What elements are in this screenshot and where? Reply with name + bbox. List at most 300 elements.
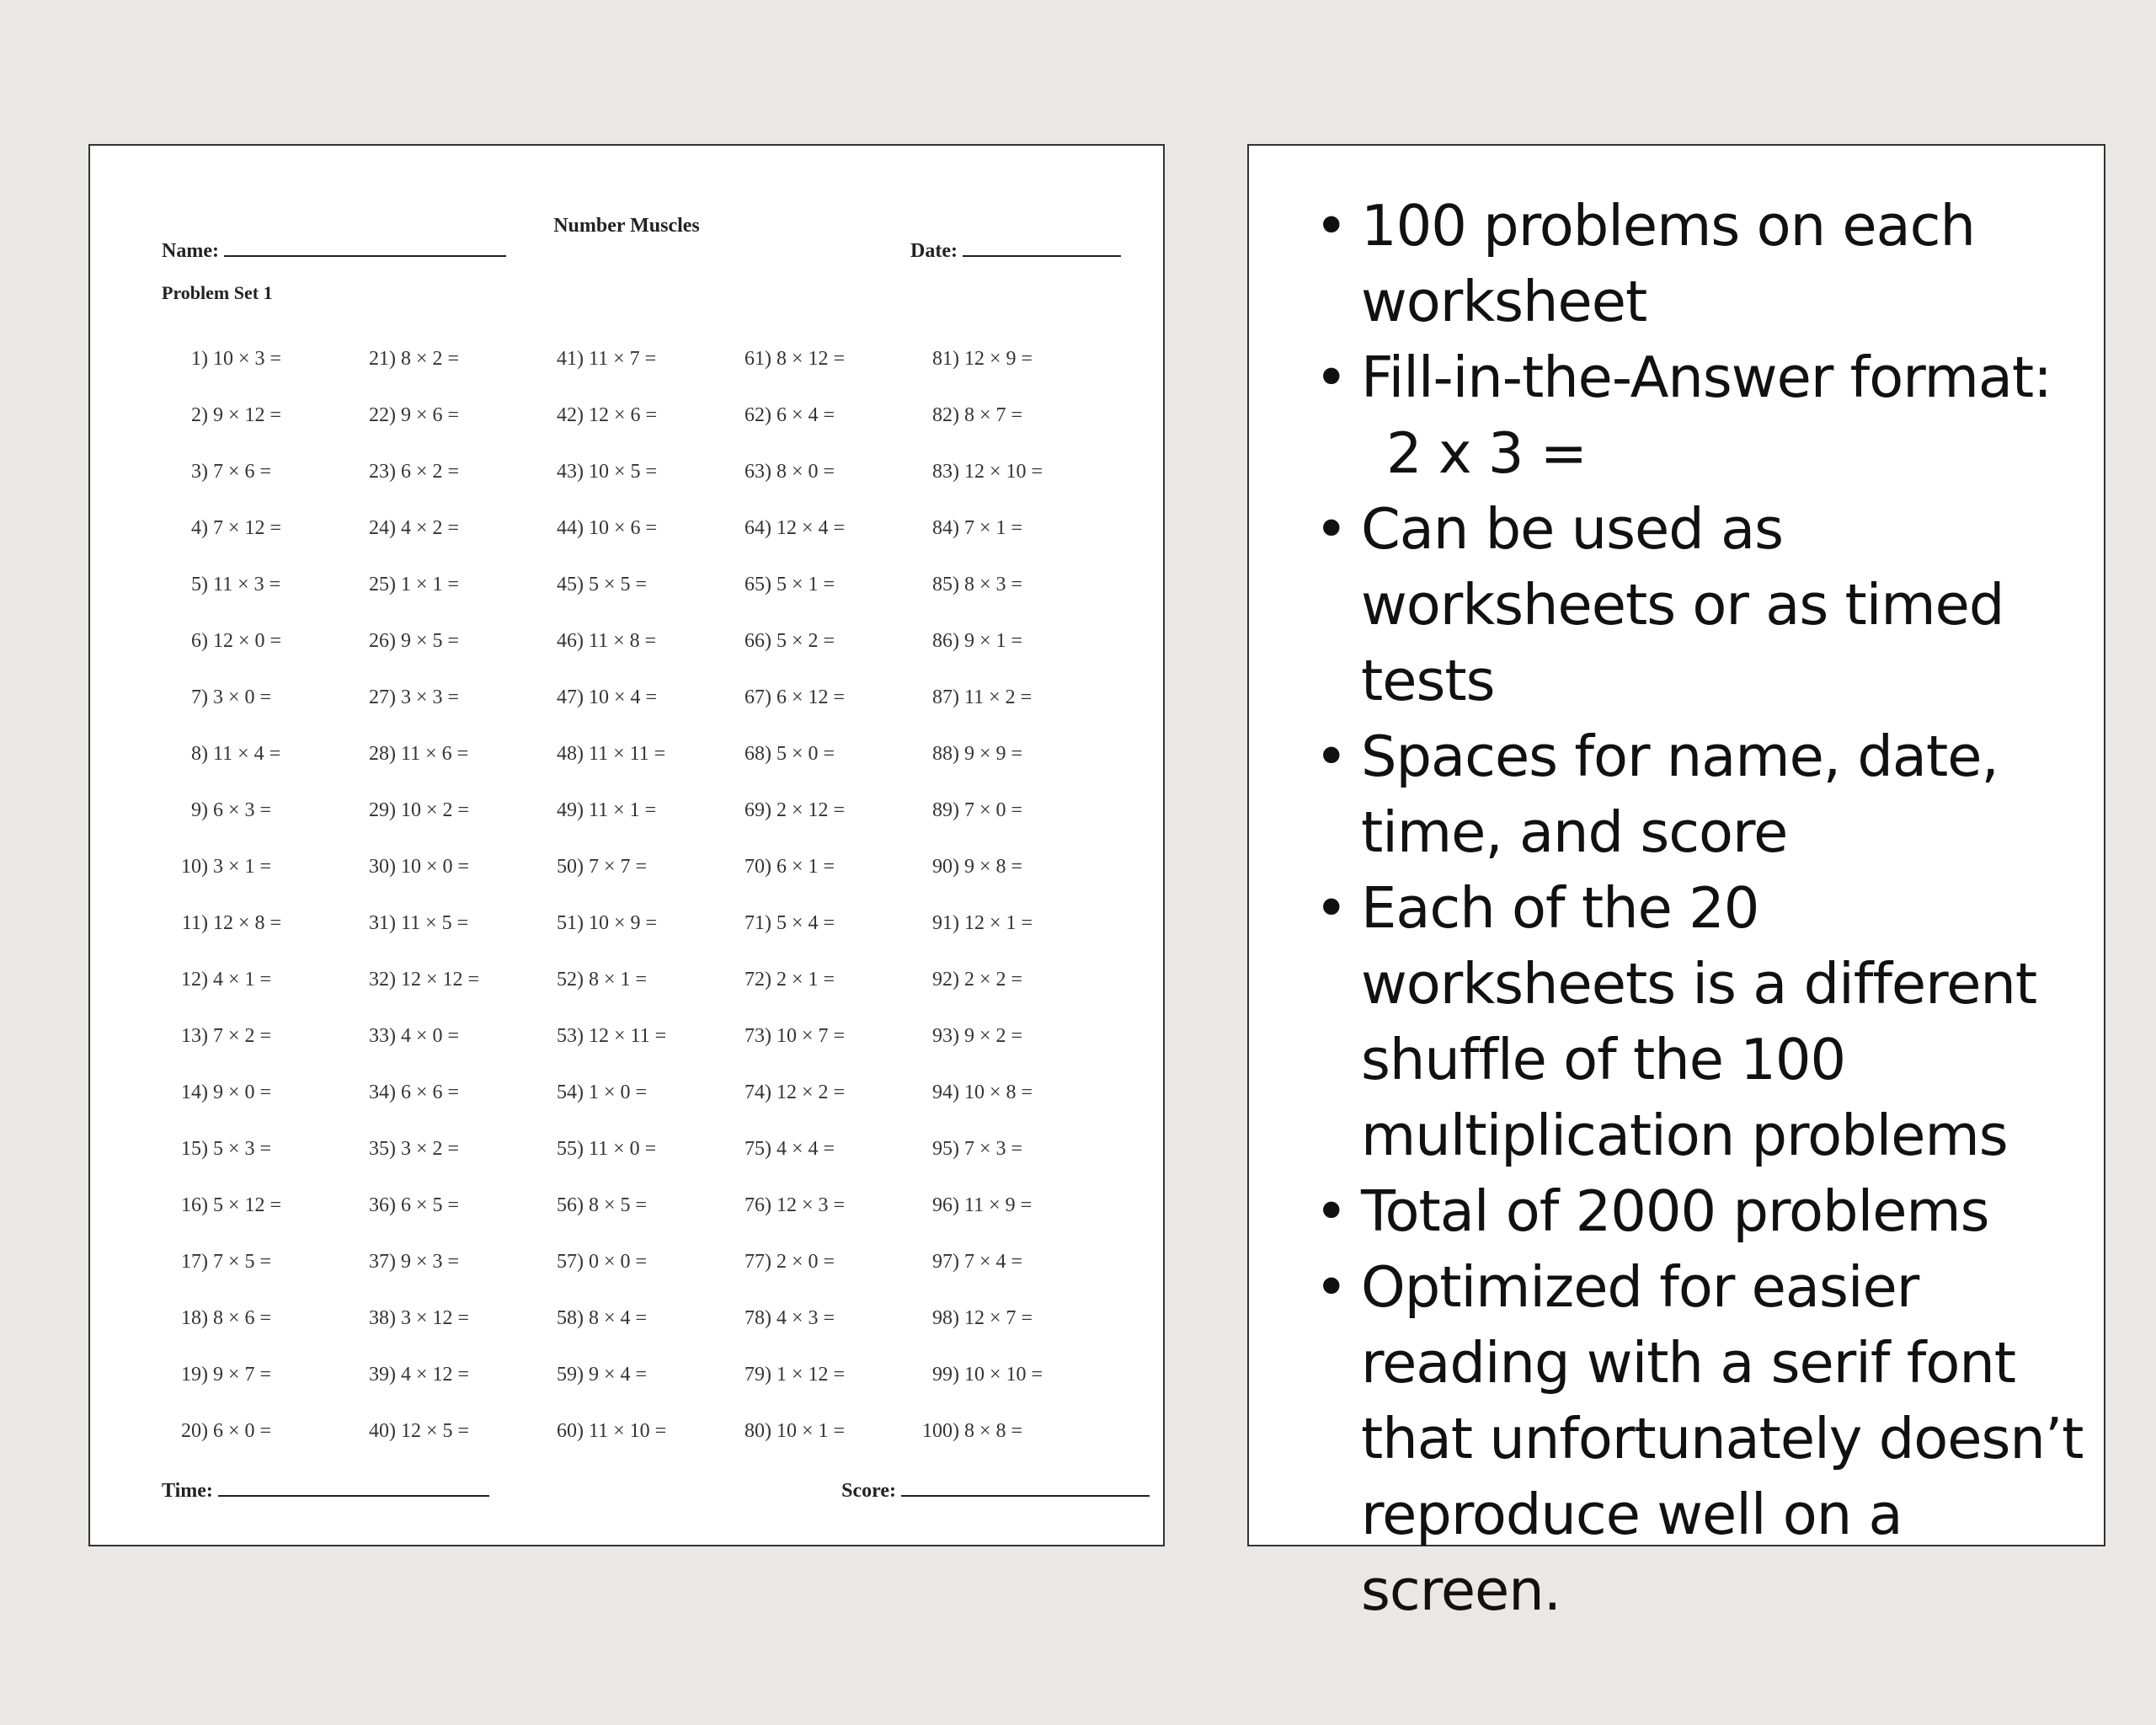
- problem-number: 71): [744, 912, 771, 934]
- problem-item: [913, 1290, 1033, 1347]
- problem-item: [162, 613, 281, 670]
- problem-expression: 10 × 7 =: [776, 1025, 846, 1047]
- problem-number: 6): [191, 630, 208, 652]
- problem-number: 25): [369, 574, 396, 595]
- problem-number: 92): [932, 969, 959, 991]
- problem-expression: 6 × 5 =: [401, 1194, 460, 1216]
- problem-expression: 10 × 1 =: [776, 1420, 846, 1442]
- problem-item: [537, 726, 665, 782]
- score-line: [901, 1477, 1150, 1497]
- problem-item: [913, 726, 1022, 782]
- problem-item: [725, 726, 835, 782]
- problem-expression: 11 × 6 =: [401, 743, 469, 765]
- problem-number: 68): [744, 743, 771, 765]
- problem-item: [162, 782, 271, 839]
- problem-expression: 9 × 6 =: [401, 404, 460, 426]
- problem-number: 96): [932, 1194, 959, 1216]
- problem-item: [350, 839, 469, 895]
- problem-expression: 10 × 4 =: [589, 686, 658, 708]
- problem-number: 12): [181, 969, 208, 991]
- problem-number: 54): [557, 1081, 584, 1103]
- problem-number: 40): [369, 1420, 396, 1442]
- problem-item: [537, 782, 656, 839]
- problem-item: [913, 444, 1043, 500]
- feature-item: [1315, 339, 2087, 491]
- feature-item: [1315, 1173, 2087, 1249]
- problem-item: [162, 557, 280, 613]
- problem-number: 22): [369, 404, 396, 426]
- problem-number: 74): [744, 1081, 771, 1103]
- problem-item: [725, 1065, 845, 1121]
- problem-item: [725, 387, 835, 444]
- problem-item: [913, 839, 1022, 895]
- problem-expression: 8 × 2 =: [401, 348, 460, 370]
- problem-number: 100): [922, 1420, 959, 1442]
- problem-expression: 4 × 12 =: [401, 1364, 470, 1386]
- problem-number: 79): [744, 1364, 771, 1386]
- problem-number: 99): [932, 1364, 959, 1386]
- score-field: [841, 1477, 1150, 1503]
- problem-expression: 3 × 3 =: [401, 686, 460, 708]
- feature-item: [1315, 718, 2087, 870]
- problem-item: [725, 613, 835, 670]
- problem-item: [350, 782, 469, 839]
- feature-text: Each of the 20 worksheets is a different shuffle of the 100 multiplication problems: [1361, 875, 2037, 1168]
- problem-expression: 9 × 1 =: [964, 630, 1023, 652]
- worksheet-preview: [88, 144, 1165, 1546]
- problem-number: 98): [932, 1307, 959, 1329]
- problem-number: 4): [191, 517, 208, 539]
- name-label: Name:: [162, 240, 219, 262]
- problem-item: [725, 444, 835, 500]
- bullet-icon: •: [1315, 1254, 1348, 1320]
- problem-number: 91): [932, 912, 959, 934]
- problem-expression: 7 × 2 =: [213, 1025, 272, 1047]
- problem-expression: 9 × 7 =: [213, 1364, 272, 1386]
- problem-number: 77): [744, 1251, 771, 1273]
- problem-number: 81): [932, 348, 959, 370]
- problem-expression: 12 × 1 =: [964, 912, 1033, 934]
- problem-expression: 6 × 0 =: [213, 1420, 272, 1442]
- problem-expression: 5 × 4 =: [776, 912, 835, 934]
- problem-item: [913, 1234, 1022, 1290]
- problem-expression: 5 × 3 =: [213, 1138, 272, 1160]
- problem-item: [725, 1008, 845, 1065]
- problem-item: [913, 1121, 1022, 1178]
- problem-item: [162, 444, 271, 500]
- feature-text: Fill-in-the-Answer format:: [1361, 344, 2052, 410]
- problem-number: 14): [181, 1081, 208, 1103]
- problem-item: [350, 1065, 459, 1121]
- problem-item: [725, 1347, 845, 1403]
- problem-item: [350, 1347, 469, 1403]
- problem-expression: 9 × 3 =: [401, 1251, 460, 1273]
- problem-expression: 12 × 2 =: [776, 1081, 846, 1103]
- problem-expression: 5 × 2 =: [776, 630, 835, 652]
- problem-item: [350, 1121, 459, 1178]
- problem-item: [162, 500, 281, 557]
- problem-number: 82): [932, 404, 959, 426]
- problem-item: [162, 1008, 271, 1065]
- feature-item: [1315, 870, 2087, 1173]
- problem-expression: 8 × 3 =: [964, 574, 1023, 595]
- problem-number: 10): [181, 856, 208, 878]
- problem-expression: 6 × 6 =: [401, 1081, 460, 1103]
- problem-item: [913, 613, 1022, 670]
- problem-expression: 12 × 8 =: [213, 912, 282, 934]
- problem-expression: 6 × 3 =: [213, 799, 272, 821]
- problem-item: [537, 1178, 647, 1234]
- problem-number: 63): [744, 461, 771, 483]
- problem-item: [725, 670, 845, 726]
- bullet-icon: •: [1315, 496, 1348, 562]
- problem-expression: 11 × 11 =: [589, 743, 666, 765]
- problem-item: [162, 331, 281, 387]
- problem-number: 31): [369, 912, 396, 934]
- problem-number: 89): [932, 799, 959, 821]
- problem-expression: 11 × 1 =: [589, 799, 657, 821]
- problem-item: [913, 1347, 1043, 1403]
- problem-expression: 10 × 10 =: [964, 1364, 1043, 1386]
- problem-expression: 6 × 4 =: [776, 404, 835, 426]
- problem-number: 47): [557, 686, 584, 708]
- problem-expression: 0 × 0 =: [589, 1251, 648, 1273]
- problem-number: 48): [557, 743, 584, 765]
- problem-number: 65): [744, 574, 771, 595]
- problem-number: 36): [369, 1194, 396, 1216]
- problem-item: [350, 895, 468, 952]
- problem-expression: 10 × 2 =: [401, 799, 470, 821]
- problem-item: [725, 557, 835, 613]
- worksheet-title: Number Muscles: [553, 215, 700, 237]
- problem-expression: 11 × 8 =: [589, 630, 657, 652]
- problem-expression: 9 × 12 =: [213, 404, 282, 426]
- problem-expression: 7 × 0 =: [964, 799, 1023, 821]
- problem-item: [913, 670, 1032, 726]
- problem-item: [162, 839, 271, 895]
- problem-expression: 12 × 4 =: [776, 517, 846, 539]
- problem-expression: 11 × 3 =: [213, 574, 281, 595]
- problem-number: 26): [369, 630, 396, 652]
- problem-item: [537, 1347, 647, 1403]
- problem-expression: 10 × 3 =: [213, 348, 282, 370]
- problem-item: [350, 726, 468, 782]
- problem-expression: 2 × 0 =: [776, 1251, 835, 1273]
- problem-number: 61): [744, 348, 771, 370]
- problem-item: [350, 331, 459, 387]
- problem-number: 11): [181, 912, 208, 934]
- problem-number: 56): [557, 1194, 584, 1216]
- problem-number: 53): [557, 1025, 584, 1047]
- problem-number: 70): [744, 856, 771, 878]
- problem-number: 72): [744, 969, 771, 991]
- problem-expression: 10 × 8 =: [964, 1081, 1033, 1103]
- problem-expression: 12 × 11 =: [589, 1025, 667, 1047]
- problem-item: [913, 387, 1022, 444]
- problem-item: [162, 1178, 281, 1234]
- problem-expression: 2 × 2 =: [964, 969, 1023, 991]
- problem-expression: 6 × 12 =: [776, 686, 846, 708]
- problem-item: [537, 500, 657, 557]
- date-field: [910, 237, 1121, 263]
- problem-number: 41): [557, 348, 584, 370]
- problem-number: 21): [369, 348, 396, 370]
- problem-expression: 4 × 2 =: [401, 517, 460, 539]
- problem-expression: 8 × 1 =: [589, 969, 648, 991]
- problem-expression: 8 × 6 =: [213, 1307, 272, 1329]
- problem-item: [725, 500, 845, 557]
- problem-number: 16): [181, 1194, 208, 1216]
- problem-item: [350, 1290, 469, 1347]
- problem-expression: 10 × 9 =: [589, 912, 658, 934]
- problem-number: 20): [181, 1420, 208, 1442]
- name-field: [162, 237, 506, 263]
- problem-expression: 6 × 1 =: [776, 856, 835, 878]
- problem-number: 66): [744, 630, 771, 652]
- problem-item: [537, 1234, 647, 1290]
- problem-number: 60): [557, 1420, 584, 1442]
- problem-item: [725, 331, 845, 387]
- feature-example: 2 x 3 =: [1386, 420, 1587, 486]
- problem-expression: 10 × 0 =: [401, 856, 470, 878]
- problem-number: 13): [181, 1025, 208, 1047]
- problem-number: 88): [932, 743, 959, 765]
- feature-text: Can be used as worksheets or as timed tests: [1361, 496, 2004, 713]
- feature-text: Spaces for name, date, time, and score: [1361, 724, 1999, 865]
- problem-number: 38): [369, 1307, 396, 1329]
- problem-item: [725, 1290, 835, 1347]
- problem-number: 73): [744, 1025, 771, 1047]
- problem-number: 83): [932, 461, 959, 483]
- problem-item: [350, 500, 459, 557]
- problem-number: 37): [369, 1251, 396, 1273]
- problem-expression: 8 × 0 =: [776, 461, 835, 483]
- problem-number: 78): [744, 1307, 771, 1329]
- bullet-icon: •: [1315, 193, 1348, 259]
- problem-item: [162, 895, 281, 952]
- problem-item: [913, 331, 1033, 387]
- feature-list: [1315, 188, 2087, 1628]
- feature-item: [1315, 188, 2087, 339]
- problem-expression: 10 × 6 =: [589, 517, 658, 539]
- problem-number: 8): [191, 743, 208, 765]
- problem-expression: 7 × 6 =: [213, 461, 272, 483]
- problem-set-label: Problem Set 1: [162, 282, 273, 303]
- problem-item: [350, 1234, 459, 1290]
- problem-item: [913, 1178, 1032, 1234]
- problem-expression: 5 × 0 =: [776, 743, 835, 765]
- problem-item: [913, 1008, 1022, 1065]
- problem-expression: 7 × 4 =: [964, 1251, 1023, 1273]
- problem-number: 18): [181, 1307, 208, 1329]
- problem-expression: 3 × 12 =: [401, 1307, 470, 1329]
- problem-number: 5): [191, 574, 208, 595]
- problem-item: [162, 1347, 271, 1403]
- problem-expression: 9 × 8 =: [964, 856, 1023, 878]
- problem-item: [537, 670, 657, 726]
- problem-number: 39): [369, 1364, 396, 1386]
- problem-number: 19): [181, 1364, 208, 1386]
- problem-item: [725, 1121, 835, 1178]
- problem-number: 32): [369, 969, 396, 991]
- problem-expression: 7 × 5 =: [213, 1251, 272, 1273]
- problem-item: [913, 952, 1022, 1008]
- problem-number: 86): [932, 630, 959, 652]
- problem-number: 75): [744, 1138, 771, 1160]
- problem-item: [162, 952, 271, 1008]
- problem-expression: 11 × 9 =: [964, 1194, 1033, 1216]
- problem-number: 94): [932, 1081, 959, 1103]
- problem-item: [725, 839, 835, 895]
- problem-item: [537, 1290, 647, 1347]
- problem-expression: 8 × 7 =: [964, 404, 1023, 426]
- feature-item: [1315, 1249, 2087, 1628]
- problem-number: 59): [557, 1364, 584, 1386]
- problem-number: 49): [557, 799, 584, 821]
- problem-number: 69): [744, 799, 771, 821]
- problem-expression: 2 × 12 =: [776, 799, 846, 821]
- problem-number: 23): [369, 461, 396, 483]
- problem-number: 30): [369, 856, 396, 878]
- problem-item: [350, 1008, 459, 1065]
- problem-expression: 3 × 1 =: [213, 856, 272, 878]
- problem-item: [537, 1121, 656, 1178]
- problem-number: 85): [932, 574, 959, 595]
- problem-item: [537, 387, 657, 444]
- problem-item: [350, 444, 459, 500]
- features-panel: [1247, 144, 2105, 1623]
- problem-number: 64): [744, 517, 771, 539]
- problem-item: [162, 1234, 271, 1290]
- problem-item: [913, 557, 1022, 613]
- problem-item: [350, 613, 459, 670]
- problem-number: 87): [932, 686, 959, 708]
- problem-number: 9): [191, 799, 208, 821]
- problem-number: 33): [369, 1025, 396, 1047]
- problem-number: 43): [557, 461, 584, 483]
- problem-expression: 2 × 1 =: [776, 969, 835, 991]
- problem-number: 28): [369, 743, 396, 765]
- problem-number: 29): [369, 799, 396, 821]
- problem-number: 46): [557, 630, 584, 652]
- problem-expression: 11 × 5 =: [401, 912, 469, 934]
- problem-number: 3): [191, 461, 208, 483]
- problem-item: [537, 331, 656, 387]
- problem-item: [162, 1403, 271, 1460]
- feature-text: Total of 2000 problems: [1361, 1178, 1989, 1244]
- problem-expression: 3 × 2 =: [401, 1138, 460, 1160]
- problem-expression: 5 × 12 =: [213, 1194, 282, 1216]
- problem-item: [725, 895, 835, 952]
- problem-expression: 8 × 4 =: [589, 1307, 648, 1329]
- feature-text: Optimized for easier reading with a serif font that unfortunately doesn’t reproduce well on a screen.: [1361, 1254, 2084, 1623]
- problem-expression: 12 × 0 =: [213, 630, 282, 652]
- problem-expression: 11 × 0 =: [589, 1138, 657, 1160]
- problem-item: [350, 1403, 469, 1460]
- problem-expression: 9 × 9 =: [964, 743, 1023, 765]
- problem-expression: 8 × 5 =: [589, 1194, 648, 1216]
- problem-item: [725, 1178, 845, 1234]
- problem-expression: 1 × 0 =: [589, 1081, 648, 1103]
- problem-number: 62): [744, 404, 771, 426]
- problem-item: [537, 895, 657, 952]
- feature-text: 100 problems on each worksheet: [1361, 193, 1975, 334]
- problem-number: 84): [932, 517, 959, 539]
- problem-item: [913, 782, 1022, 839]
- problem-number: 97): [932, 1251, 959, 1273]
- problem-item: [537, 1403, 666, 1460]
- problem-number: 52): [557, 969, 584, 991]
- problem-expression: 4 × 3 =: [776, 1307, 835, 1329]
- problem-number: 90): [932, 856, 959, 878]
- problem-number: 45): [557, 574, 584, 595]
- problem-number: 51): [557, 912, 584, 934]
- date-label: Date:: [910, 240, 958, 262]
- problem-number: 55): [557, 1138, 584, 1160]
- problem-number: 34): [369, 1081, 396, 1103]
- problem-number: 67): [744, 686, 771, 708]
- problem-expression: 1 × 1 =: [401, 574, 460, 595]
- problem-number: 27): [369, 686, 396, 708]
- problem-number: 24): [369, 517, 396, 539]
- time-field: [162, 1477, 489, 1503]
- problem-grid: [90, 331, 1163, 1493]
- time-line: [218, 1477, 489, 1497]
- problem-item: [537, 952, 647, 1008]
- problem-item: [537, 613, 656, 670]
- problem-number: 17): [181, 1251, 208, 1273]
- problem-item: [913, 1065, 1033, 1121]
- time-label: Time:: [162, 1480, 213, 1502]
- problem-expression: 5 × 5 =: [589, 574, 648, 595]
- problem-item: [162, 387, 281, 444]
- bullet-icon: •: [1315, 875, 1348, 941]
- problem-item: [350, 670, 459, 726]
- problem-expression: 12 × 6 =: [589, 404, 658, 426]
- problem-item: [350, 952, 479, 1008]
- problem-expression: 12 × 7 =: [964, 1307, 1033, 1329]
- problem-number: 95): [932, 1138, 959, 1160]
- problem-item: [350, 387, 459, 444]
- problem-number: 44): [557, 517, 584, 539]
- problem-item: [537, 557, 647, 613]
- problem-number: 42): [557, 404, 584, 426]
- problem-expression: 7 × 7 =: [589, 856, 648, 878]
- problem-expression: 12 × 9 =: [964, 348, 1033, 370]
- problem-item: [725, 782, 845, 839]
- problem-expression: 3 × 0 =: [213, 686, 272, 708]
- problem-expression: 7 × 12 =: [213, 517, 282, 539]
- problem-expression: 8 × 12 =: [776, 348, 846, 370]
- problem-item: [725, 1234, 835, 1290]
- problem-expression: 12 × 12 =: [401, 969, 480, 991]
- problem-expression: 1 × 12 =: [776, 1364, 846, 1386]
- problem-item: [913, 1403, 1022, 1460]
- problem-expression: 10 × 5 =: [589, 461, 658, 483]
- problem-expression: 11 × 4 =: [213, 743, 281, 765]
- problem-expression: 11 × 7 =: [589, 348, 657, 370]
- problem-expression: 7 × 1 =: [964, 517, 1023, 539]
- problem-number: 93): [932, 1025, 959, 1047]
- problem-number: 58): [557, 1307, 584, 1329]
- problem-expression: 9 × 0 =: [213, 1081, 272, 1103]
- problem-item: [913, 500, 1022, 557]
- problem-item: [162, 1121, 271, 1178]
- problem-item: [350, 557, 459, 613]
- problem-item: [537, 839, 647, 895]
- problem-number: 76): [744, 1194, 771, 1216]
- feature-item: [1315, 491, 2087, 718]
